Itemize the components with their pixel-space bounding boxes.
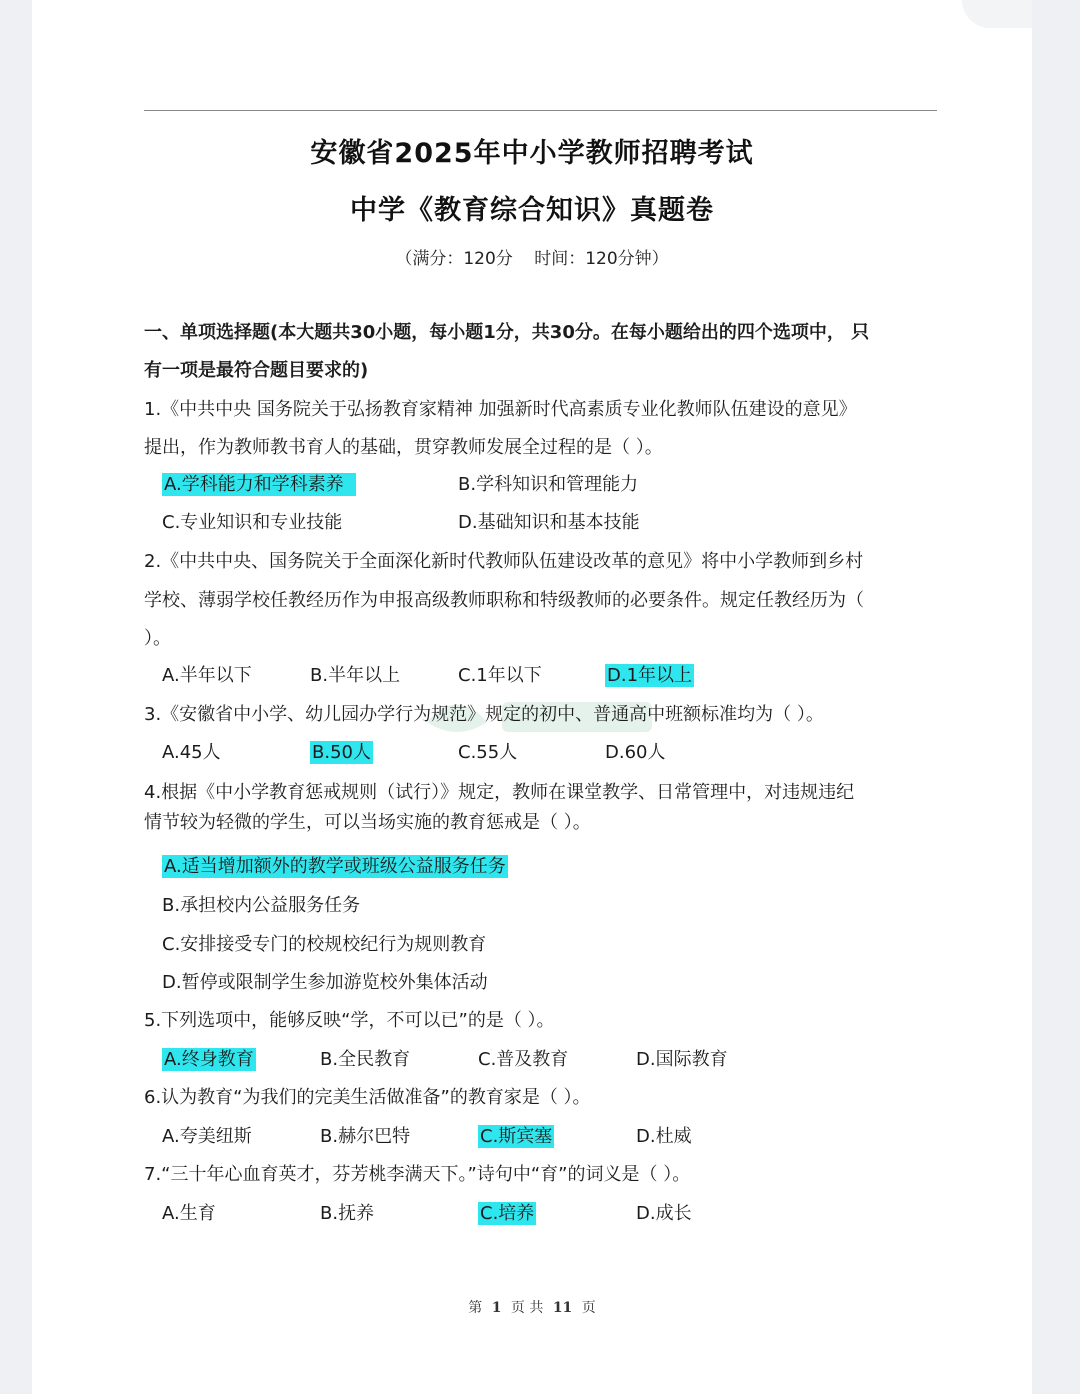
q7-option-b: B.抚养 [320,1203,375,1224]
q4-option-a [162,852,508,878]
q1-option-d: D.基础知识和基本技能 [458,512,640,533]
question-2-text: 学校、薄弱学校任教经历作为申报高级教师职称和特级教师的必要条件。规定任教经历为（ [144,590,864,611]
full-score: （满分：120分 [395,249,513,269]
question-3-text: 3.《安徽省中小学、幼儿园办学行为规范》规定的初中、普通高中班额标准均为（ ）。 [144,704,824,725]
q6-option-d: D.杜威 [636,1126,692,1147]
q2-option-b: B.半年以上 [310,665,401,686]
question-6-text: 6.认为教育“为我们的完美生活做准备”的教育家是（ ）。 [144,1087,591,1108]
page-number: 1 [491,1300,502,1316]
q2-option-c: C.1年以下 [458,665,542,686]
q7-option-a: A.生育 [162,1203,216,1224]
question-4-text: 4.根据《中小学教育惩戒规则（试行）》规定，教师在课堂教学、日常管理中，对违规违纪 [144,782,855,803]
question-1-text: 1.《中共中央 国务院关于弘扬教育家精神 加强新时代高素质专业化教师队伍建设的意见》 [144,399,857,420]
answer-highlight: C.培养 [480,1203,535,1224]
question-7-text: 7.“三十年心血育英才，芬芳桃李满天下。”诗句中“育”的词义是（ ）。 [144,1164,691,1185]
answer-highlight: B.50人 [312,742,371,763]
q3-option-a: A.45人 [162,742,221,763]
q7-option-d: D.成长 [636,1203,692,1224]
q4-option-c: C.安排接受专门的校规校纪行为规则教育 [162,934,487,955]
footer-prefix: 第 [468,1300,483,1316]
question-2-text: 2.《中共中央、国务院关于全面深化新时代教师队伍建设改革的意见》将中小学教师到乡村 [144,551,864,572]
q3-option-c: C.55人 [458,742,518,763]
total-pages: 11 [552,1300,573,1316]
q5-option-b: B.全民教育 [320,1049,411,1070]
answer-highlight: C.斯宾塞 [480,1126,553,1147]
question-5-text: 5.下列选项中，能够反映“学，不可以已”的是（ ）。 [144,1010,555,1031]
question-4-text: 情节较为轻微的学生，可以当场实施的教育惩戒是（ ）。 [144,812,591,833]
answer-highlight: A.学科能力和学科素养 [162,473,356,496]
q1-option-c: C.专业知识和专业技能 [162,512,343,533]
q1-option-b: B.学科知识和管理能力 [458,474,639,495]
q4-option-b: B.承担校内公益服务任务 [162,895,361,916]
q5-option-a [162,1045,256,1071]
question-2-text: ）。 [144,628,171,649]
footer-middle: 页 共 [510,1300,544,1316]
exam-subtitle: 中学《教育综合知识》真题卷 [350,195,714,226]
answer-highlight: D.1年以上 [607,665,693,686]
exam-title: 安徽省2025年中小学教师招聘考试 [310,138,754,169]
q7-option-c [478,1199,536,1225]
footer-suffix: 页 [581,1300,596,1316]
q6-option-c [478,1122,554,1148]
answer-highlight: A.终身教育 [164,1049,254,1070]
q5-option-c: C.普及教育 [478,1049,569,1070]
q6-option-a: A.夸美纽斯 [162,1126,252,1147]
question-1-text: 提出，作为教师教书育人的基础，贯穿教师发展全过程的是（ ）。 [144,437,663,458]
section-heading-line1: 一、单项选择题(本大题共30小题，每小题1分，共30分。在每小题给出的四个选项中， 只 [144,322,870,343]
q6-option-b: B.赫尔巴特 [320,1126,411,1147]
section-heading-line2: 有一项是最符合题目要求的) [144,360,369,381]
answer-highlight: A.适当增加额外的教学或班级公益服务任务 [164,856,506,877]
page-footer [32,1297,1032,1317]
q3-option-b [310,738,373,764]
q3-option-d: D.60人 [605,742,666,763]
q2-option-a: A.半年以下 [162,665,252,686]
q5-option-d: D.国际教育 [636,1049,728,1070]
page-corner [962,0,1032,28]
q1-option-a [162,470,356,496]
header-rule [144,110,937,111]
exam-page [32,0,1032,1394]
exam-meta [32,244,1032,269]
q4-option-d: D.暂停或限制学生参加游览校外集体活动 [162,972,488,993]
duration: 时间：120分钟） [534,249,669,269]
